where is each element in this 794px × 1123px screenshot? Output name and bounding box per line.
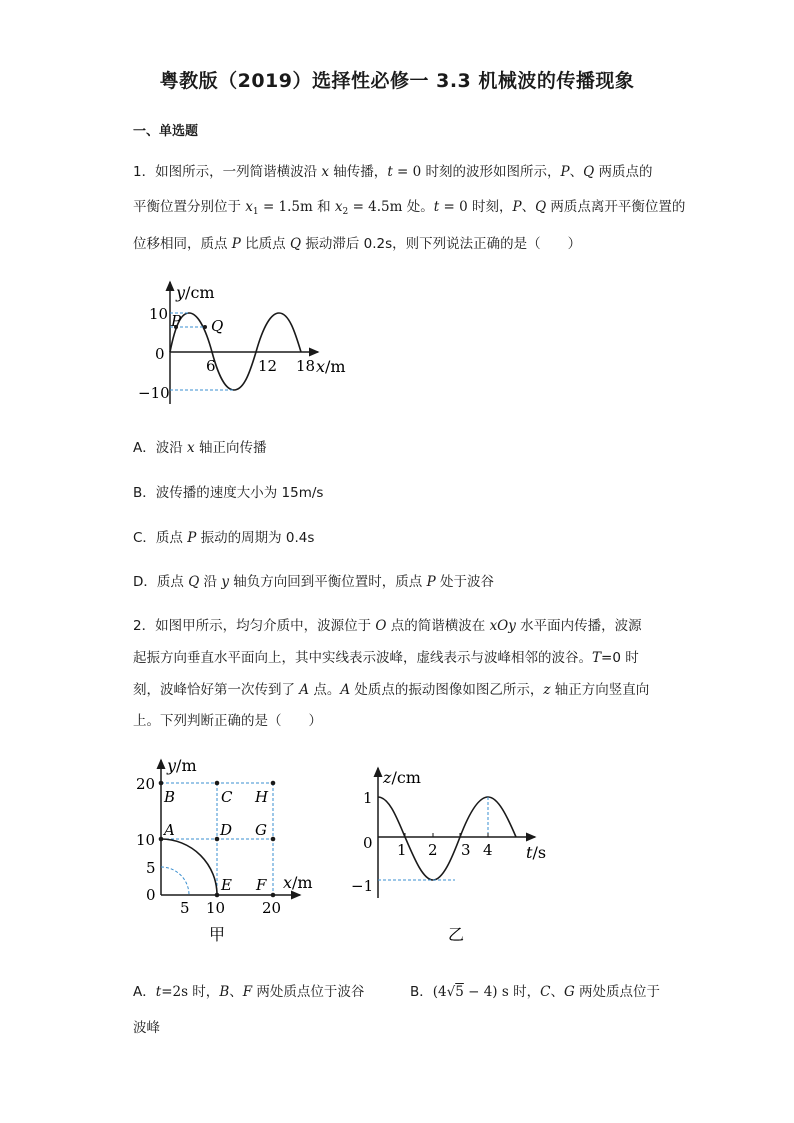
label-a: A bbox=[164, 821, 175, 839]
x-tick-10: 10 bbox=[206, 899, 226, 917]
q1-wave-figure bbox=[130, 270, 370, 415]
z-tick-0: 0 bbox=[363, 834, 373, 852]
x-tick-12: 12 bbox=[258, 357, 278, 375]
x-tick-5: 5 bbox=[180, 899, 190, 917]
point-q bbox=[203, 325, 207, 329]
q2-number: 2． bbox=[133, 618, 156, 634]
q2-line-2: 起振方向垂直水平面向上，其中实线表示波峰，虚线表示与波峰相邻的波谷。T=0 时 bbox=[133, 650, 639, 666]
label-f: F bbox=[256, 876, 267, 894]
x-tick-18: 18 bbox=[296, 357, 316, 375]
t-tick-1: 1 bbox=[397, 841, 407, 859]
q1-option-c[interactable]: C．质点 P 振动的周期为 0.4s bbox=[133, 530, 315, 546]
q1-option-d[interactable]: D．质点 Q 沿 y 轴负方向回到平衡位置时，质点 P 处于波谷 bbox=[133, 574, 494, 590]
y-axis-label: y/cm bbox=[176, 283, 215, 302]
q1-number: 1． bbox=[133, 164, 156, 180]
section-heading: 一、单选题 bbox=[133, 124, 199, 139]
vibration-curve bbox=[378, 797, 516, 880]
label-h: H bbox=[255, 788, 269, 806]
z-tick-neg1: −1 bbox=[351, 877, 374, 895]
q2-line-3: 刻，波峰恰好第一次传到了 A 点。A 处质点的振动图像如图乙所示，z 轴正方向竖直向 bbox=[133, 682, 650, 698]
y-tick-neg10: −10 bbox=[138, 384, 170, 402]
t-tick-2: 2 bbox=[428, 841, 438, 859]
x-tick-20: 20 bbox=[262, 899, 282, 917]
q1-option-b[interactable]: B．波传播的速度大小为 15m/s bbox=[133, 485, 324, 501]
label-e: E bbox=[221, 876, 232, 894]
label-g: G bbox=[255, 821, 267, 839]
z-tick-1: 1 bbox=[363, 789, 373, 807]
x-axis-label: x/m bbox=[283, 873, 313, 892]
x-axis-label: x/m bbox=[316, 357, 346, 376]
t-tick-3: 3 bbox=[461, 841, 471, 859]
page-title: 粤教版（2019）选择性必修一 3.3 机械波的传播现象 bbox=[159, 70, 635, 92]
q2-option-b-continued: 波峰 bbox=[133, 1020, 160, 1036]
y-tick-20: 20 bbox=[136, 775, 156, 793]
q2-figure-a bbox=[128, 750, 328, 950]
t-axis-label: t/s bbox=[526, 843, 547, 862]
q1-option-a[interactable]: A．波沿 x 轴正向传播 bbox=[133, 440, 267, 456]
q2-option-b[interactable]: B．(4√5 − 4) s 时，C、G 两处质点位于 bbox=[410, 984, 661, 1000]
sqrt-symbol: √ bbox=[446, 984, 456, 1000]
caption-jia: 甲 bbox=[209, 925, 226, 944]
label-c: C bbox=[221, 788, 233, 806]
label-b: B bbox=[164, 788, 176, 806]
wave-crest-arc bbox=[161, 839, 217, 895]
label-p: P bbox=[171, 312, 182, 330]
y-tick-0: 0 bbox=[155, 345, 165, 363]
z-axis-label: z/cm bbox=[383, 768, 421, 787]
q1-line-1: 1．如图所示，一列简谐横波沿 x 轴传播，t = 0 时刻的波形如图所示，P、Q 两质点的 bbox=[133, 164, 653, 180]
y-axis-label: y/m bbox=[167, 756, 197, 775]
label-d: D bbox=[220, 821, 233, 839]
y-tick-10: 10 bbox=[136, 831, 156, 849]
y-tick-10: 10 bbox=[149, 305, 169, 323]
label-q: Q bbox=[211, 317, 224, 335]
y-tick-0: 0 bbox=[146, 886, 156, 904]
q2-figure-b bbox=[345, 755, 560, 950]
q2-line-4: 上。下列判断正确的是（ ） bbox=[133, 713, 322, 729]
q1-line-3: 位移相同，质点 P 比质点 Q 振动滞后 0.2s，则下列说法正确的是（ ） bbox=[133, 236, 582, 252]
y-tick-5: 5 bbox=[146, 859, 156, 877]
caption-yi: 乙 bbox=[448, 925, 465, 944]
x-tick-6: 6 bbox=[206, 357, 216, 375]
t-tick-4: 4 bbox=[483, 841, 493, 859]
q1-line-2: 平衡位置分别位于 $x_1 = 1.5m$ 和 $x_2 = 4.5m$ 处。t = 0 时刻，P、Q 两质点离开平衡位置的 bbox=[133, 199, 686, 217]
q2-option-a[interactable]: A．t=2s 时，B、F 两处质点位于波谷 bbox=[133, 984, 365, 1000]
q2-line-1: 2．如图甲所示，均匀介质中，波源位于 O 点的简谐横波在 xOy 水平面内传播，波源 bbox=[133, 618, 642, 634]
